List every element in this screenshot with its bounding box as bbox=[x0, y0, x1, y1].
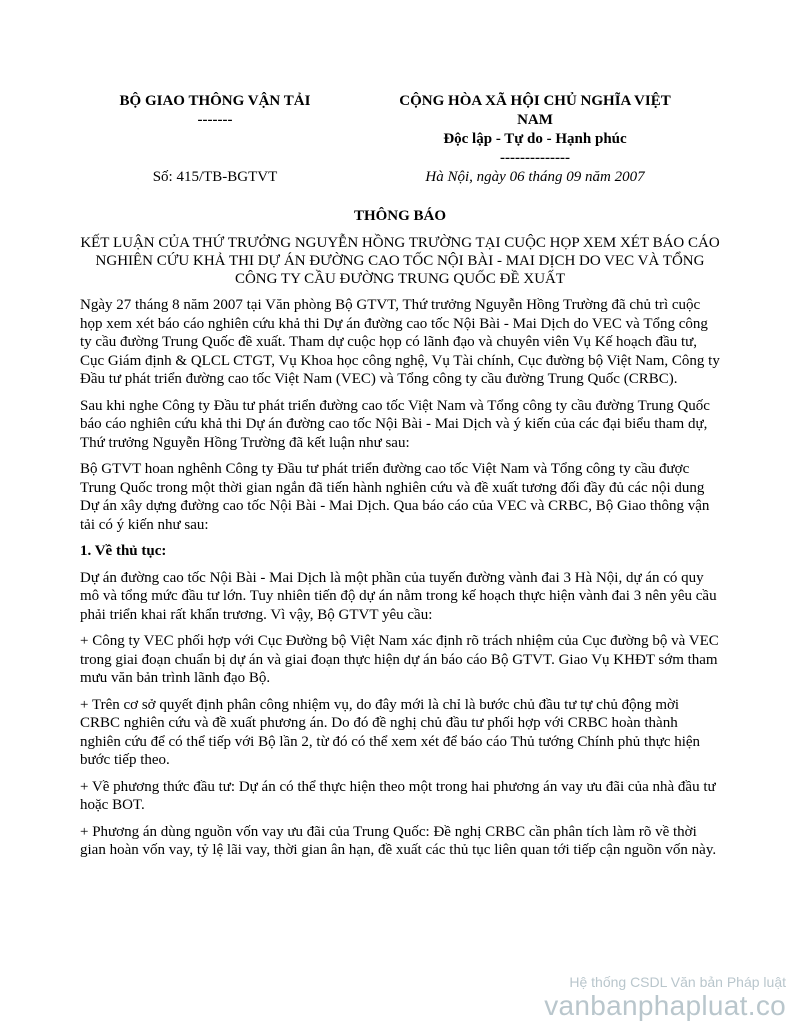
list-item-vec-coordination: + Công ty VEC phối hợp với Cục Đường bộ Việt Nam xác định rõ trách nhiệm của Cục đường bộ và VEC trong giai đoạn chuẩn bị dự án và giai đoạn thực hiện dự án báo cáo Bộ GTVT. Giao Vụ KHĐT sớm tham mưu văn bản trình lãnh đạo Bộ. bbox=[80, 633, 719, 686]
paragraph-appreciation: Bộ GTVT hoan nghênh Công ty Đầu tư phát triển đường cao tốc Việt Nam và Tổng công ty cầu được Trung Quốc trong một thời gian ngắn đã tiến hành nghiên cứu và đề xuất tương đối đầy đủ các nội dung Dự án xây dựng đường cao tốc Nội Bài - Mai Dịch. Qua báo cáo của VEC và CRBC, Bộ Giao thông vận tải có ý kiến như sau: bbox=[80, 461, 710, 533]
paragraph-intro: Ngày 27 tháng 8 năm 2007 tại Văn phòng Bộ GTVT, Thứ trưởng Nguyễn Hồng Trường đã chủ trì cuộc họp xem xét báo cáo nghiên cứu khả thi Dự án đường cao tốc Nội Bài - Mai Dịch do VEC và Tổng công ty cầu đường Trung Quốc đề xuất. Tham dự cuộc họp có lãnh đạo và chuyên viên Vụ Kế hoạch đầu tư, Cục Giám định & QLCL CTGT, Vụ Khoa học công nghệ, Vụ Tài chính, Cục đường bộ Việt Nam, Công ty Đầu tư phát triển đường cao tốc Việt Nam (VEC) và Tổng công ty cầu đường Trung Quốc (CRBC). bbox=[80, 297, 720, 387]
document-number: Số: 415/TB-BGTVT bbox=[152, 169, 278, 185]
motto-divider: -------------- bbox=[500, 150, 570, 166]
list-item-assignment: + Trên cơ sở quyết định phân công nhiệm vụ, do đây mới là chỉ là bước chủ đầu tư tự chủ động mời CRBC nghiên cứu và đề xuất phương án. Do đó đề nghị chủ đầu tư phối hợp với CRBC hoàn thành nghiên cứu để có thể tiếp với Bộ lần 2, từ đó có thể xem xét để báo cáo Thủ tướng Chính phủ thực hiện bước tiếp theo. bbox=[80, 696, 701, 768]
document-title: THÔNG BÁO bbox=[353, 208, 447, 224]
document-body bbox=[80, 296, 720, 868]
ministry-name: BỘ GIAO THÔNG VẬN TẢI bbox=[119, 93, 311, 109]
republic-line-2: NAM bbox=[517, 112, 553, 128]
watermark-caption: Hệ thống CSDL Văn bản Pháp luật bbox=[569, 974, 786, 990]
ministry-divider: ------- bbox=[197, 112, 233, 128]
place-date: Hà Nội, ngày 06 tháng 09 năm 2007 bbox=[425, 169, 645, 185]
paragraph-conclusion-lead: Sau khi nghe Công ty Đầu tư phát triển đường cao tốc Việt Nam và Tổng công ty cầu đường Trung Quốc báo cáo nghiên cứu khả thi Dự án đường cao tốc Nội Bài - Mai Dịch và ý kiến của các đại biểu tham dự, Thứ trưởng Nguyễn Hồng Trường đã kết luận như sau: bbox=[80, 397, 710, 451]
republic-line-1: CỘNG HÒA XÃ HỘI CHỦ NGHĨA VIỆT bbox=[399, 93, 671, 109]
section-heading-procedure: 1. Về thủ tục: bbox=[80, 543, 167, 559]
watermark bbox=[544, 973, 786, 1021]
watermark-site: vanbanphapluat.co bbox=[544, 990, 786, 1021]
list-item-loan-option: + Phương án dùng nguồn vốn vay ưu đãi của Trung Quốc: Đề nghị CRBC cần phân tích làm rõ về thời gian hoàn vốn vay, tỷ lệ lãi vay, thời gian ân hạn, đề xuất các thủ tục liên quan tới tiếp cận nguồn vốn này. bbox=[80, 823, 717, 858]
list-item-investment-method: + Về phương thức đầu tư: Dự án có thể thực hiện theo một trong hai phương án vay ưu đãi của nhà đầu tư hoặc BOT. bbox=[80, 778, 716, 813]
document-subtitle: KẾT LUẬN CỦA THỨ TRƯỞNG NGUYỄN HỒNG TRƯỜNG TẠI CUỘC HỌP XEM XÉT BÁO CÁO NGHIÊN CỨU KHẢ THI DỰ ÁN ĐƯỜNG CAO TỐC NỘI BÀI - MAI DỊCH DO VEC VÀ TỔNG CÔNG TY CẦU ĐƯỜNG TRUNG QUỐC ĐỀ XUẤT bbox=[80, 235, 720, 287]
national-header-block bbox=[350, 92, 720, 187]
issuer-block bbox=[80, 92, 350, 187]
paragraph-project-scope: Dự án đường cao tốc Nội Bài - Mai Dịch là một phần của tuyến đường vành đai 3 Hà Nội, dự án có quy mô và tổng mức đầu tư lớn. Tuy nhiên tiến độ dự án nằm trong kế hoạch thực hiện vành đai 3 nên yêu cầu phải triển khai rất khẩn trương. Vì vậy, Bộ GTVT yêu cầu: bbox=[80, 569, 717, 623]
motto: Độc lập - Tự do - Hạnh phúc bbox=[443, 131, 627, 147]
